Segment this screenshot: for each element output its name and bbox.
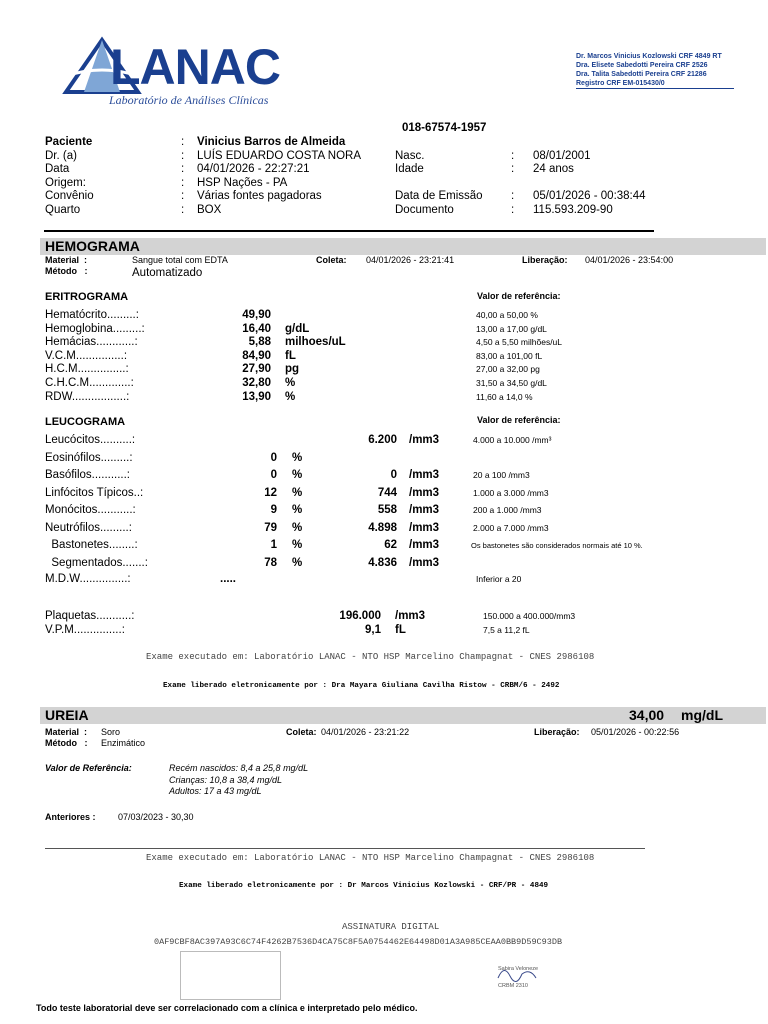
doctor-line: Dra. Elisete Sabedotti Pereira CRF 2526	[576, 62, 708, 69]
doctor-line: Dr. Marcos Vinicius Kozlowski CRF 4849 RT	[576, 53, 722, 60]
anteriores-label: Anteriores :	[45, 812, 96, 822]
test-name: Hemácias............:	[45, 336, 138, 349]
stamp-registration: CRBM 2310	[498, 983, 528, 989]
hemograma-released: Exame liberado eletronicamente por : Dra Mayara Giuliana Cavilha Ristow - CRBM/6 - 2492	[163, 682, 560, 690]
coleta-label: Coleta:	[316, 255, 347, 265]
test-abs: 4.898	[368, 521, 397, 534]
document-number: 115.593.209-90	[533, 203, 613, 216]
ureia-unit: mg/dL	[681, 707, 723, 723]
leucograma-ref-title: Valor de referência:	[477, 415, 561, 425]
leucograma-title: LEUCOGRAMA	[45, 416, 126, 428]
mdw-value: .....	[220, 573, 236, 585]
label-quarto: Quarto	[45, 203, 81, 216]
material-value: Soro	[101, 727, 121, 737]
patient-name: Vinicius Barros de Almeida	[197, 136, 346, 148]
ureia-refs	[169, 763, 308, 798]
test-name: V.C.M...............:	[45, 349, 128, 362]
test-pct-unit: %	[292, 556, 303, 569]
test-value: 49,90	[242, 309, 271, 321]
doctor-name: LUÍS EDUARDO COSTA NORA	[197, 149, 362, 162]
label-origem: Origem:	[45, 176, 86, 189]
ureia-material: Material : Soro	[45, 727, 121, 737]
eritrograma-table	[0, 309, 768, 404]
age: 24 anos	[533, 163, 574, 175]
patient-meta: Nasc. : 08/01/2001 Idade : 24 anos Data de Emissão : 05/01/2026 - 00:38:44 Documento : 115.593.209-90	[395, 149, 646, 216]
logo-subtitle: Laboratório de Análises Clínicas	[109, 93, 269, 107]
test-pct: 0	[270, 469, 277, 481]
anteriores-value: 07/03/2023 - 30,30	[118, 812, 194, 822]
label-documento: Documento	[395, 203, 454, 216]
ureia-ref-label: Valor de Referência:	[45, 763, 132, 773]
vpm-value: 9,1	[365, 624, 381, 636]
test-ref: 200 a 1.000 /mm3	[473, 505, 542, 515]
doctor-line: Registro CRF EM-015430/0	[576, 80, 665, 87]
liberacao-value: 04/01/2026 - 23:54:00	[585, 255, 674, 265]
table-row	[0, 336, 768, 350]
test-unit: pg	[285, 363, 300, 376]
hemograma-title: HEMOGRAMA	[45, 238, 140, 254]
test-abs-unit: /mm3	[409, 521, 440, 534]
table-row	[0, 363, 768, 377]
table-row	[0, 323, 768, 337]
test-abs: 744	[377, 486, 397, 499]
test-pct: 79	[264, 521, 277, 534]
test-name: Basófilos...........:	[45, 469, 131, 481]
table-row	[0, 452, 768, 470]
hemograma-executed: Exame executado em: Laboratório LANAC - NTO HSP Marcelino Champagnat - CNES 2986108	[146, 652, 595, 662]
test-abs-unit: /mm3	[409, 434, 440, 446]
table-row	[0, 504, 768, 522]
test-pct-unit: %	[292, 486, 303, 499]
test-name: Monócitos...........:	[45, 504, 136, 516]
metodo-label: Método	[45, 738, 77, 748]
test-pct: 9	[270, 504, 277, 516]
label-emissao: Data de Emissão	[395, 190, 483, 202]
test-name: RDW.................:	[45, 390, 130, 403]
test-name: Eosinófilos.........:	[45, 451, 133, 464]
test-unit: %	[285, 390, 296, 403]
room: BOX	[197, 203, 222, 216]
label-convenio: Convênio	[45, 190, 94, 202]
test-pct: 12	[264, 486, 277, 499]
test-ref: 20 a 100 /mm3	[473, 470, 530, 480]
vpm-name: V.P.M...............:	[45, 624, 125, 636]
stamp-name: Sabira Veloneze	[498, 966, 539, 972]
test-name: C.H.C.M.............:	[45, 376, 134, 389]
plaquetas-name: Plaquetas...........:	[45, 610, 135, 622]
test-name: Leucócitos..........:	[45, 434, 136, 446]
test-name: Segmentados.......:	[45, 556, 148, 569]
metodo-label: Método	[45, 266, 77, 276]
test-name: H.C.M...............:	[45, 363, 129, 376]
test-name: Hematócrito.........:	[45, 309, 139, 321]
test-value: 13,90	[242, 390, 271, 403]
test-abs: 62	[384, 539, 397, 551]
label-data: Data	[45, 163, 70, 175]
birth-date: 08/01/2001	[533, 149, 591, 162]
plaquetas-unit: /mm3	[395, 610, 426, 622]
origin: HSP Nações - PA	[197, 176, 288, 189]
test-ref: 2.000 a 7.000 /mm3	[473, 522, 549, 533]
test-value: 5,88	[248, 336, 271, 349]
hemograma-metodo: Método :	[45, 266, 88, 276]
request-date: 04/01/2026 - 22:27:21	[197, 163, 310, 175]
logo-word: LANAC	[110, 39, 280, 95]
leucograma-table	[0, 434, 768, 574]
test-value: 16,40	[242, 322, 271, 335]
vpm-ref: 7,5 a 11,2 fL	[483, 625, 530, 635]
table-row	[0, 391, 768, 405]
test-abs-unit: /mm3	[409, 556, 440, 569]
table-row	[0, 469, 768, 487]
table-row	[0, 539, 768, 557]
ref-line: Adultos: 17 a 43 mg/dL	[169, 786, 262, 796]
test-ref: 40,00 a 50,00 %	[476, 310, 538, 320]
footer-disclaimer: Todo teste laboratorial deve ser correlacionado com a clínica e interpretado pelo médico.	[36, 1003, 418, 1013]
signature-scribble-icon	[490, 958, 560, 998]
label-paciente: Paciente	[45, 136, 93, 148]
liberacao-label: Liberação:	[534, 727, 580, 737]
eritrograma-title: ERITROGRAMA	[45, 291, 129, 303]
test-value: 32,80	[242, 376, 271, 389]
request-id: 018-67574-1957	[402, 122, 487, 134]
test-abs: 4.836	[368, 556, 397, 569]
table-row	[0, 350, 768, 364]
coleta-value: 04/01/2026 - 23:21:41	[366, 255, 455, 265]
doctor-line: Dra. Talita Sabedotti Pereira CRF 21286	[576, 71, 707, 78]
plaquetas-ref: 150.000 a 400.000/mm3	[483, 611, 576, 621]
test-abs: 558	[377, 504, 397, 516]
test-pct: 1	[270, 539, 277, 551]
test-abs: 6.200	[368, 434, 397, 446]
ureia-released: Exame liberado eletronicamente por : Dr Marcos Vinicius Kozlowski - CRF/PR - 4849	[179, 882, 549, 890]
metodo-value: Enzimático	[101, 738, 146, 748]
test-abs-unit: /mm3	[409, 469, 440, 481]
digital-signature-hash: 0AF9CBF8AC397A93C6C74F4262B7536D4CA75C8F5A0754462E64498D01A3A985CEAA0BB9D59C93DB	[154, 937, 563, 947]
test-ref: 31,50 a 34,50 g/dL	[476, 377, 547, 388]
ureia-metodo: Método : Enzimático	[45, 738, 146, 748]
hemograma-material: Material : Sangue total com EDTA	[45, 255, 228, 265]
digital-signature-label: ASSINATURA DIGITAL	[342, 922, 440, 932]
test-ref: 11,60 a 14,0 %	[476, 391, 533, 402]
test-name: Bastonetes........:	[45, 539, 138, 551]
signature-stamp	[490, 958, 560, 998]
coleta-value: 04/01/2026 - 23:21:22	[321, 727, 410, 737]
ureia-result: 34,00	[629, 707, 665, 723]
test-pct: 78	[264, 556, 277, 569]
test-pct-unit: %	[292, 521, 303, 534]
doctors-list	[576, 52, 722, 88]
test-pct-unit: %	[292, 504, 303, 516]
test-ref: 4.000 a 10.000 /mm³	[473, 435, 552, 445]
header-divider	[44, 230, 654, 232]
test-name: Neutrófilos.........:	[45, 521, 132, 534]
table-row	[0, 487, 768, 505]
doctors-underline	[576, 88, 734, 89]
ref-line: Recém nascidos: 8,4 a 25,8 mg/dL	[169, 763, 309, 773]
test-abs: 0	[390, 469, 397, 481]
test-pct-unit: %	[292, 469, 303, 481]
patient-block: Paciente : Vinicius Barros de Almeida Dr. (a) : LUÍS EDUARDO COSTA NORA Data : 04/01/2026 - 22:27:21 Origem: : HSP Nações - PA Convênio : Várias fontes pagadoras Quarto : BOX	[45, 136, 362, 216]
coleta-label: Coleta:	[286, 727, 317, 737]
test-abs-unit: /mm3	[409, 539, 440, 551]
mdw-name: M.D.W...............:	[45, 573, 131, 585]
ureia-title: UREIA	[45, 707, 89, 723]
test-pct: 0	[270, 451, 277, 464]
table-row	[0, 309, 768, 323]
test-name: Linfócitos Típicos..:	[45, 486, 144, 499]
test-value: 27,90	[242, 363, 271, 376]
test-ref: 83,00 a 101,00 fL	[476, 350, 543, 361]
mdw-ref: Inferior a 20	[476, 574, 522, 584]
liberacao-value: 05/01/2026 - 00:22:56	[591, 727, 680, 737]
test-ref: Os bastonetes são considerados normais até 10 %.	[471, 541, 643, 550]
metodo-value: Automatizado	[132, 267, 203, 279]
ureia-divider	[45, 848, 645, 849]
test-name: Hemoglobina.........:	[45, 322, 145, 335]
test-ref: 1.000 a 3.000 /mm3	[473, 487, 549, 498]
label-nasc: Nasc.	[395, 149, 425, 162]
table-row	[0, 377, 768, 391]
label-doctor: Dr. (a)	[45, 149, 77, 162]
material-label: Material	[45, 727, 80, 737]
table-row	[0, 434, 768, 452]
eritrograma-ref-title: Valor de referência:	[477, 291, 561, 301]
test-ref: 4,50 a 5,50 milhões/uL	[476, 337, 563, 348]
test-unit: g/dL	[285, 322, 310, 335]
test-pct-unit: %	[292, 539, 303, 551]
test-abs-unit: /mm3	[409, 504, 440, 516]
test-pct-unit: %	[292, 451, 303, 464]
vpm-unit: fL	[395, 624, 406, 636]
plaquetas-value: 196.000	[339, 610, 381, 622]
test-unit: fL	[285, 349, 296, 362]
test-value: 84,90	[242, 349, 271, 362]
ref-line: Crianças: 10,8 a 38,4 mg/dL	[169, 774, 283, 785]
material-value: Sangue total com EDTA	[132, 255, 228, 265]
issue-date: 05/01/2026 - 00:38:44	[533, 190, 646, 202]
test-ref: 27,00 a 32,00 pg	[476, 364, 540, 375]
table-row	[0, 557, 768, 575]
signature-box	[180, 951, 281, 1000]
lanac-logo	[62, 36, 292, 108]
ureia-executed: Exame executado em: Laboratório LANAC - NTO HSP Marcelino Champagnat - CNES 2986108	[146, 853, 595, 863]
label-idade: Idade	[395, 163, 424, 175]
test-unit: %	[285, 376, 296, 389]
liberacao-label: Liberação:	[522, 255, 568, 265]
table-row	[0, 522, 768, 540]
test-unit: milhoes/uL	[285, 336, 346, 349]
test-ref: 13,00 a 17,00 g/dL	[476, 323, 547, 334]
insurance: Várias fontes pagadoras	[197, 190, 322, 202]
hemograma-bar	[40, 238, 766, 255]
material-label: Material	[45, 255, 80, 265]
test-abs-unit: /mm3	[409, 486, 440, 499]
